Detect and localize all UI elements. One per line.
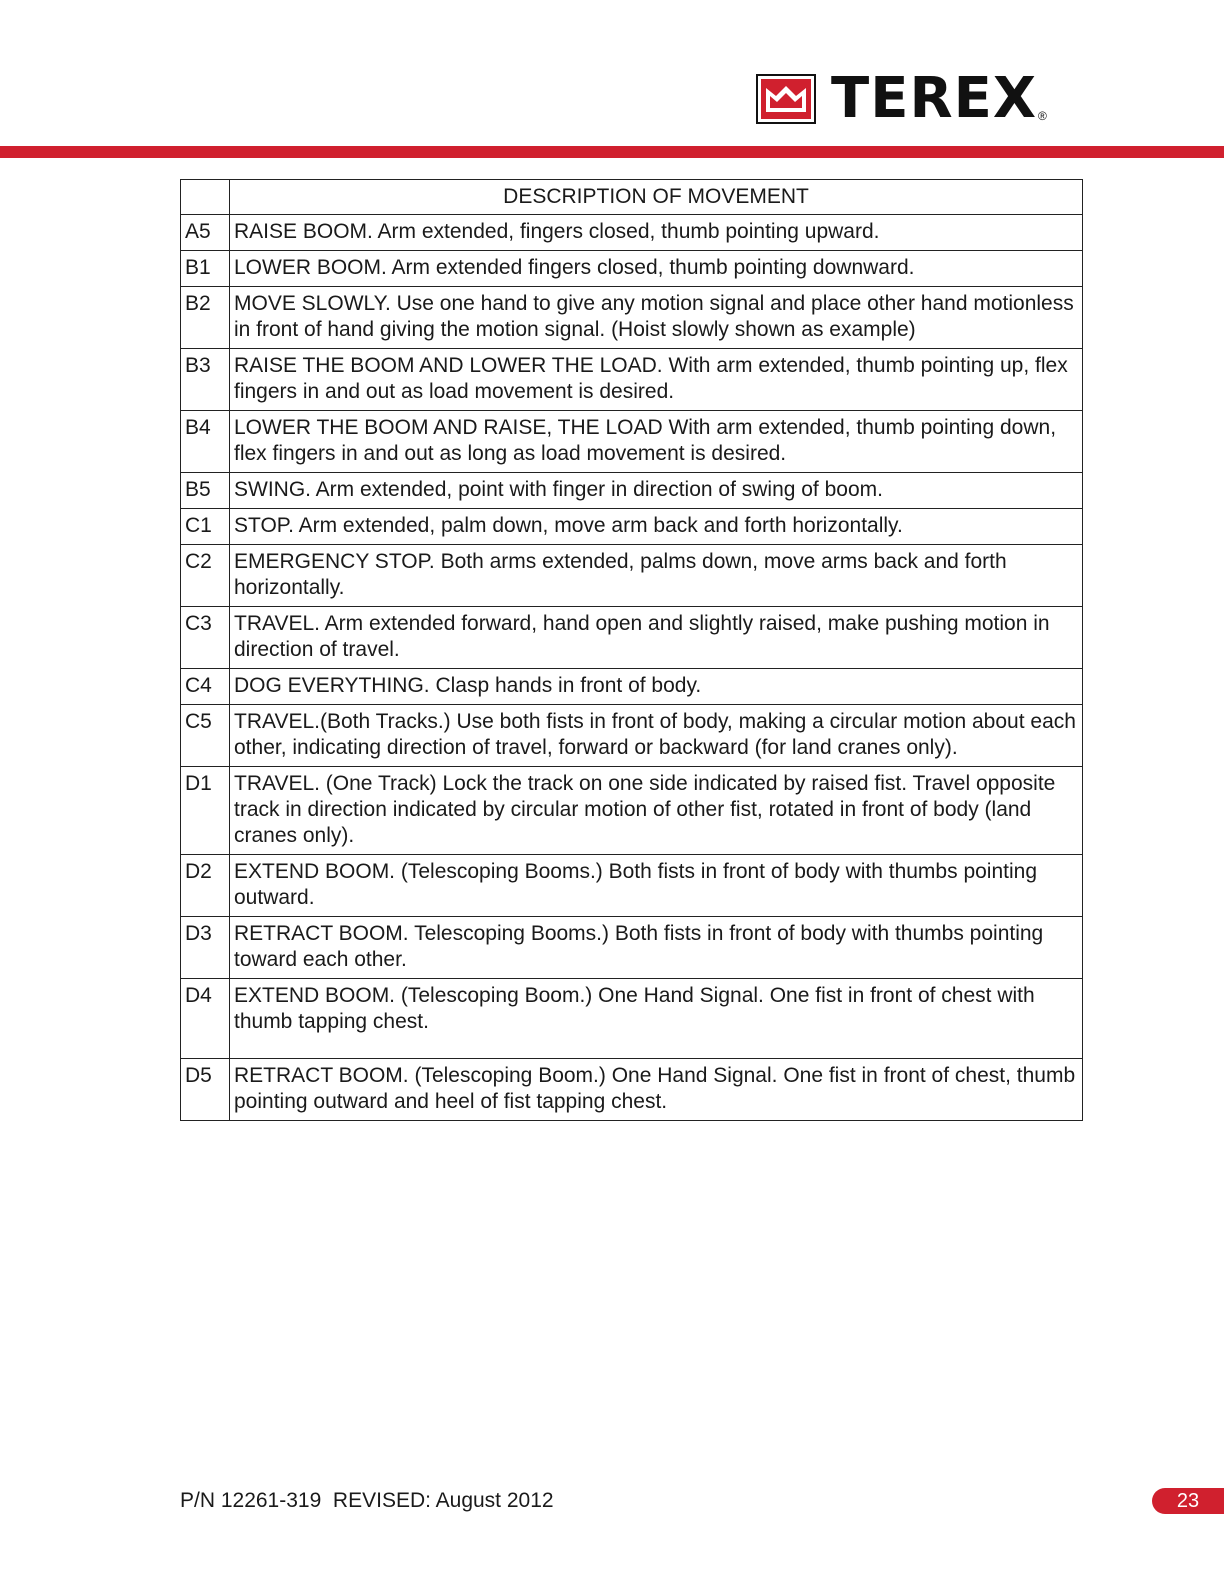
signal-description: LOWER BOOM. Arm extended fingers closed, thumb pointing downward. — [230, 251, 1083, 287]
signal-code: D1 — [181, 767, 230, 855]
signal-code: B1 — [181, 251, 230, 287]
signal-description: RAISE BOOM. Arm extended, fingers closed, thumb pointing upward. — [230, 215, 1083, 251]
signal-description: TRAVEL.(Both Tracks.) Use both fists in front of body, making a circular motion about each other, indicating direction of travel, forward or backward (for land cranes only). — [230, 705, 1083, 767]
signal-code: C4 — [181, 669, 230, 705]
signal-code: B3 — [181, 349, 230, 411]
signal-code: C5 — [181, 705, 230, 767]
table-row — [181, 979, 1083, 1059]
table-row — [181, 349, 1083, 411]
signal-description: EXTEND BOOM. (Telescoping Booms.) Both fists in front of body with thumbs pointing outward. — [230, 855, 1083, 917]
signal-description: STOP. Arm extended, palm down, move arm back and forth horizontally. — [230, 509, 1083, 545]
table-row — [181, 545, 1083, 607]
signal-code: D5 — [181, 1059, 230, 1121]
signal-description: EXTEND BOOM. (Telescoping Boom.) One Hand Signal. One fist in front of chest with thumb tapping chest. — [230, 979, 1083, 1059]
page-number-tab: 23 — [1152, 1488, 1224, 1514]
table-row — [181, 705, 1083, 767]
signal-code: B4 — [181, 411, 230, 473]
signal-code: D2 — [181, 855, 230, 917]
footer-part-number: P/N 12261-319 REVISED: August 2012 — [180, 1489, 554, 1512]
signal-description: EMERGENCY STOP. Both arms extended, palms down, move arms back and forth horizontally. — [230, 545, 1083, 607]
table-row — [181, 509, 1083, 545]
header-band — [0, 146, 1224, 158]
table-row — [181, 251, 1083, 287]
table-row — [181, 287, 1083, 349]
table-row — [181, 1059, 1083, 1121]
signal-code: B2 — [181, 287, 230, 349]
signal-description: DOG EVERYTHING. Clasp hands in front of body. — [230, 669, 1083, 705]
signal-code: D4 — [181, 979, 230, 1059]
table-header-row — [181, 180, 1083, 215]
signal-description: RETRACT BOOM. Telescoping Booms.) Both fists in front of body with thumbs pointing toward each other. — [230, 917, 1083, 979]
brand-name: TEREX — [831, 66, 1038, 131]
signal-description: RETRACT BOOM. (Telescoping Boom.) One Hand Signal. One fist in front of chest, thumb pointing outward and heel of fist tapping chest. — [230, 1059, 1083, 1121]
signal-description: TRAVEL. (One Track) Lock the track on one side indicated by raised fist. Travel opposite track in direction indicated by circular motion of other fist, rotated in front of body (land cranes only). — [230, 767, 1083, 855]
signal-code: D3 — [181, 917, 230, 979]
table-row — [181, 855, 1083, 917]
code-column-header — [181, 180, 230, 215]
signal-description: RAISE THE BOOM AND LOWER THE LOAD. With arm extended, thumb pointing up, flex fingers in and out as load movement is desired. — [230, 349, 1083, 411]
signal-description: MOVE SLOWLY. Use one hand to give any motion signal and place other hand motionless in front of hand giving the motion signal. (Hoist slowly shown as example) — [230, 287, 1083, 349]
signal-code: A5 — [181, 215, 230, 251]
brand-logo — [756, 66, 1047, 131]
description-column-header: DESCRIPTION OF MOVEMENT — [230, 180, 1083, 215]
table-row — [181, 473, 1083, 509]
movement-table — [180, 179, 1083, 1121]
signal-description: SWING. Arm extended, point with finger in direction of swing of boom. — [230, 473, 1083, 509]
signal-code: B5 — [181, 473, 230, 509]
signal-code: C1 — [181, 509, 230, 545]
table-row — [181, 917, 1083, 979]
signal-description: LOWER THE BOOM AND RAISE, THE LOAD With arm extended, thumb pointing down, flex fingers in and out as long as load movement is desired. — [230, 411, 1083, 473]
table-row — [181, 767, 1083, 855]
table-row — [181, 669, 1083, 705]
signal-code: C2 — [181, 545, 230, 607]
registered-mark: ® — [1038, 109, 1047, 123]
signal-code: C3 — [181, 607, 230, 669]
table-row — [181, 215, 1083, 251]
table-row — [181, 607, 1083, 669]
signal-description: TRAVEL. Arm extended forward, hand open and slightly raised, make pushing motion in direction of travel. — [230, 607, 1083, 669]
table-row — [181, 411, 1083, 473]
terex-crown-logo-icon — [756, 74, 816, 124]
